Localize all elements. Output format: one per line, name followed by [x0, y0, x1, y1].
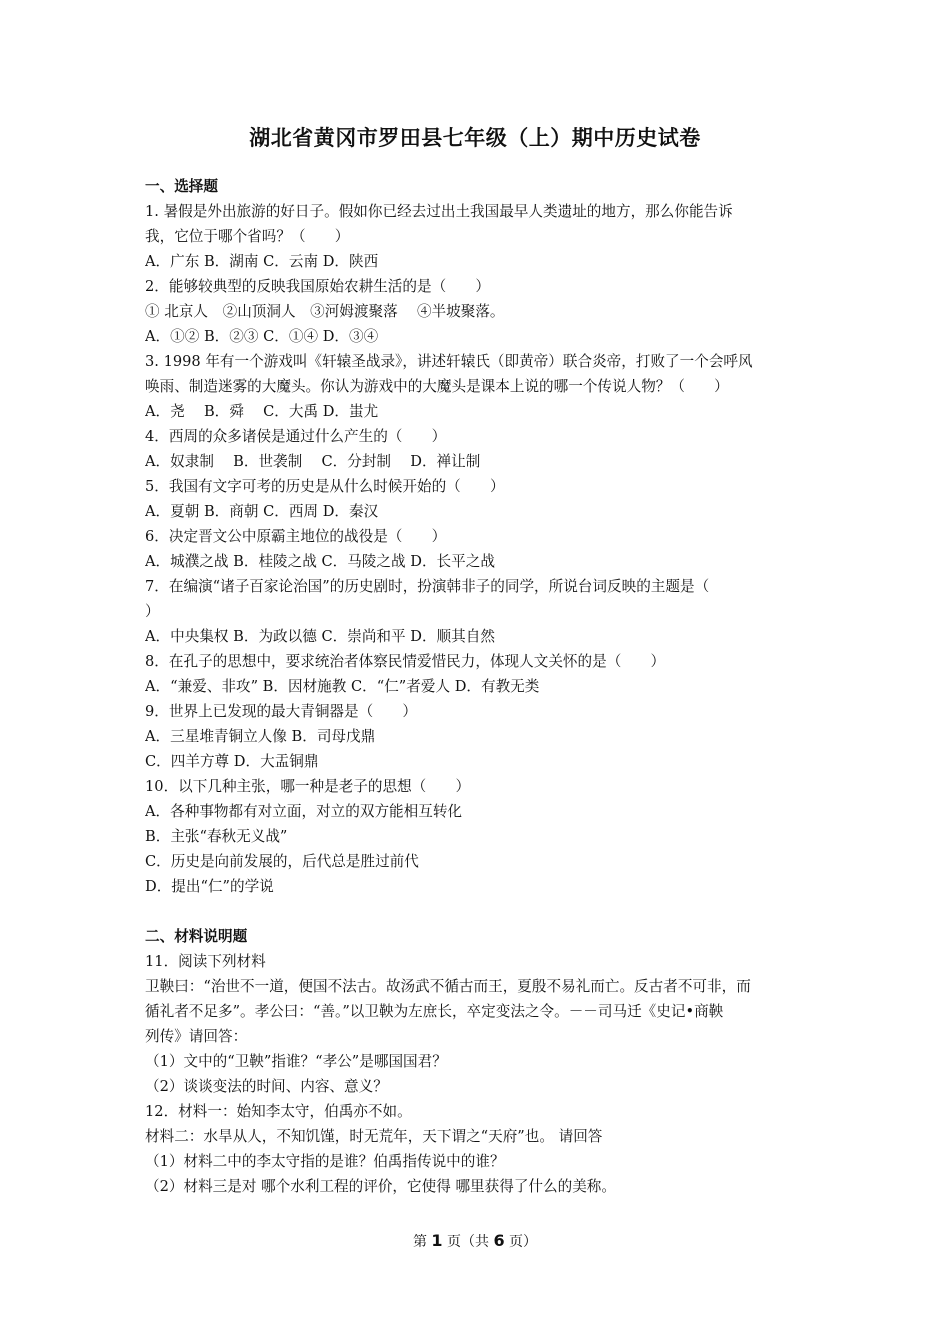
choice-questions	[145, 199, 810, 899]
section-heading-choice: 一、选择题	[145, 178, 218, 195]
text-line: A．“兼爱、非攻” B．因材施教 C．“仁”者爱人 D．有教无类	[145, 678, 540, 695]
footer-prefix: 第	[412, 1234, 432, 1250]
footer-suffix: 页）	[504, 1234, 538, 1250]
text-line: 10．以下几种主张，哪一种是老子的思想（ ）	[145, 778, 471, 795]
text-line: 12．材料一：始知李太守，伯禹亦不如。	[145, 1103, 412, 1120]
text-line: C．历史是向前发展的，后代总是胜过前代	[145, 853, 419, 870]
text-line: A．夏朝 B．商朝 C．西周 D．秦汉	[145, 503, 379, 520]
text-line: 1. 暑假是外出旅游的好日子。假如你已经去过出土我国最早人类遗址的地方，那么你能告诉	[145, 203, 733, 220]
text-line: 唤雨、制造迷雾的大魔头。你认为游戏中的大魔头是课本上说的哪一个传说人物？（ ）	[145, 378, 729, 395]
footer-total-pages: 6	[493, 1231, 505, 1250]
text-line: A．奴隶制 B．世袭制 C．分封制 D．禅让制	[145, 453, 481, 470]
text-line: ）	[145, 603, 160, 620]
text-line: 3. 1998 年有一个游戏叫《轩辕圣战录》，讲述轩辕氏（即黄帝）联合炎帝，打败了一个会呼风	[145, 353, 753, 370]
text-line: 卫鞅曰：“治世不一道，便国不法古。故汤武不循古而王，夏殷不易礼而亡。反古者不可非，而	[145, 978, 751, 995]
text-line: A．各种事物都有对立面，对立的双方能相互转化	[145, 803, 463, 820]
text-line: A．中央集权 B．为政以德 C．崇尚和平 D．顺其自然	[145, 628, 495, 645]
text-line: 2．能够较典型的反映我国原始农耕生活的是（ ）	[145, 278, 490, 295]
text-line: 6．决定晋文公中原霸主地位的战役是（ ）	[145, 528, 447, 545]
text-line: （2）材料三是对 哪个水利工程的评价，它使得 哪里获得了什么的美称。	[145, 1178, 616, 1195]
text-line: （1）文中的“卫鞅”指谁？“孝公”是哪国国君？	[145, 1053, 447, 1070]
exam-content	[145, 174, 810, 1199]
text-line: ① 北京人 ②山顶洞人 ③河姆渡聚落 ④半坡聚落。	[145, 303, 505, 320]
text-line: 11．阅读下列材料	[145, 953, 266, 970]
text-line: （2）谈谈变法的时间、内容、意义？	[145, 1078, 388, 1095]
text-line: 5．我国有文字可考的历史是从什么时候开始的（ ）	[145, 478, 505, 495]
text-line: A．城濮之战 B．桂陵之战 C．马陵之战 D．长平之战	[145, 553, 495, 570]
text-line: 材料二：水旱从人，不知饥馑，时无荒年，天下谓之“天府”也。 请回答	[145, 1128, 603, 1145]
footer-middle: 页（共	[442, 1234, 494, 1250]
section-spacer	[145, 899, 810, 924]
text-line: A．①② B．②③ C．①④ D．③④	[145, 328, 379, 345]
text-line: 9．世界上已发现的最大青铜器是（ ）	[145, 703, 417, 720]
text-line: A．三星堆青铜立人像 B．司母戊鼎	[145, 728, 376, 745]
text-line: 循礼者不足多”。孝公曰：“善。”以卫鞅为左庶长，卒定变法之令。－－司马迁《史记•商鞅	[145, 1003, 724, 1020]
material-questions	[145, 949, 810, 1199]
text-line: （1）材料二中的李太守指的是谁？伯禹指传说中的谁？	[145, 1153, 505, 1170]
text-line: A．尧 B．舜 C．大禹 D．蚩尤	[145, 403, 379, 420]
page-title: 湖北省黄冈市罗田县七年级（上）期中历史试卷	[249, 126, 701, 150]
page-footer	[0, 1231, 950, 1251]
text-line: 8．在孔子的思想中，要求统治者体察民情爱惜民力，体现人文关怀的是（ ）	[145, 653, 666, 670]
text-line: C．四羊方尊 D．大盂铜鼎	[145, 753, 319, 770]
text-line: D．提出“仁”的学说	[145, 878, 274, 895]
section-heading-material: 二、材料说明题	[145, 928, 248, 945]
text-line: A．广东 B．湖南 C．云南 D．陕西	[145, 253, 379, 270]
text-line: 7．在编演“诸子百家论治国”的历史剧时，扮演韩非子的同学，所说台词反映的主题是（	[145, 578, 710, 595]
footer-page-number: 1	[431, 1231, 443, 1250]
text-line: 我，它位于哪个省吗？（ ）	[145, 228, 350, 245]
text-line: 列传》请回答：	[145, 1028, 248, 1045]
text-line: 4．西周的众多诸侯是通过什么产生的（ ）	[145, 428, 447, 445]
text-line: B．主张“春秋无义战”	[145, 828, 288, 845]
